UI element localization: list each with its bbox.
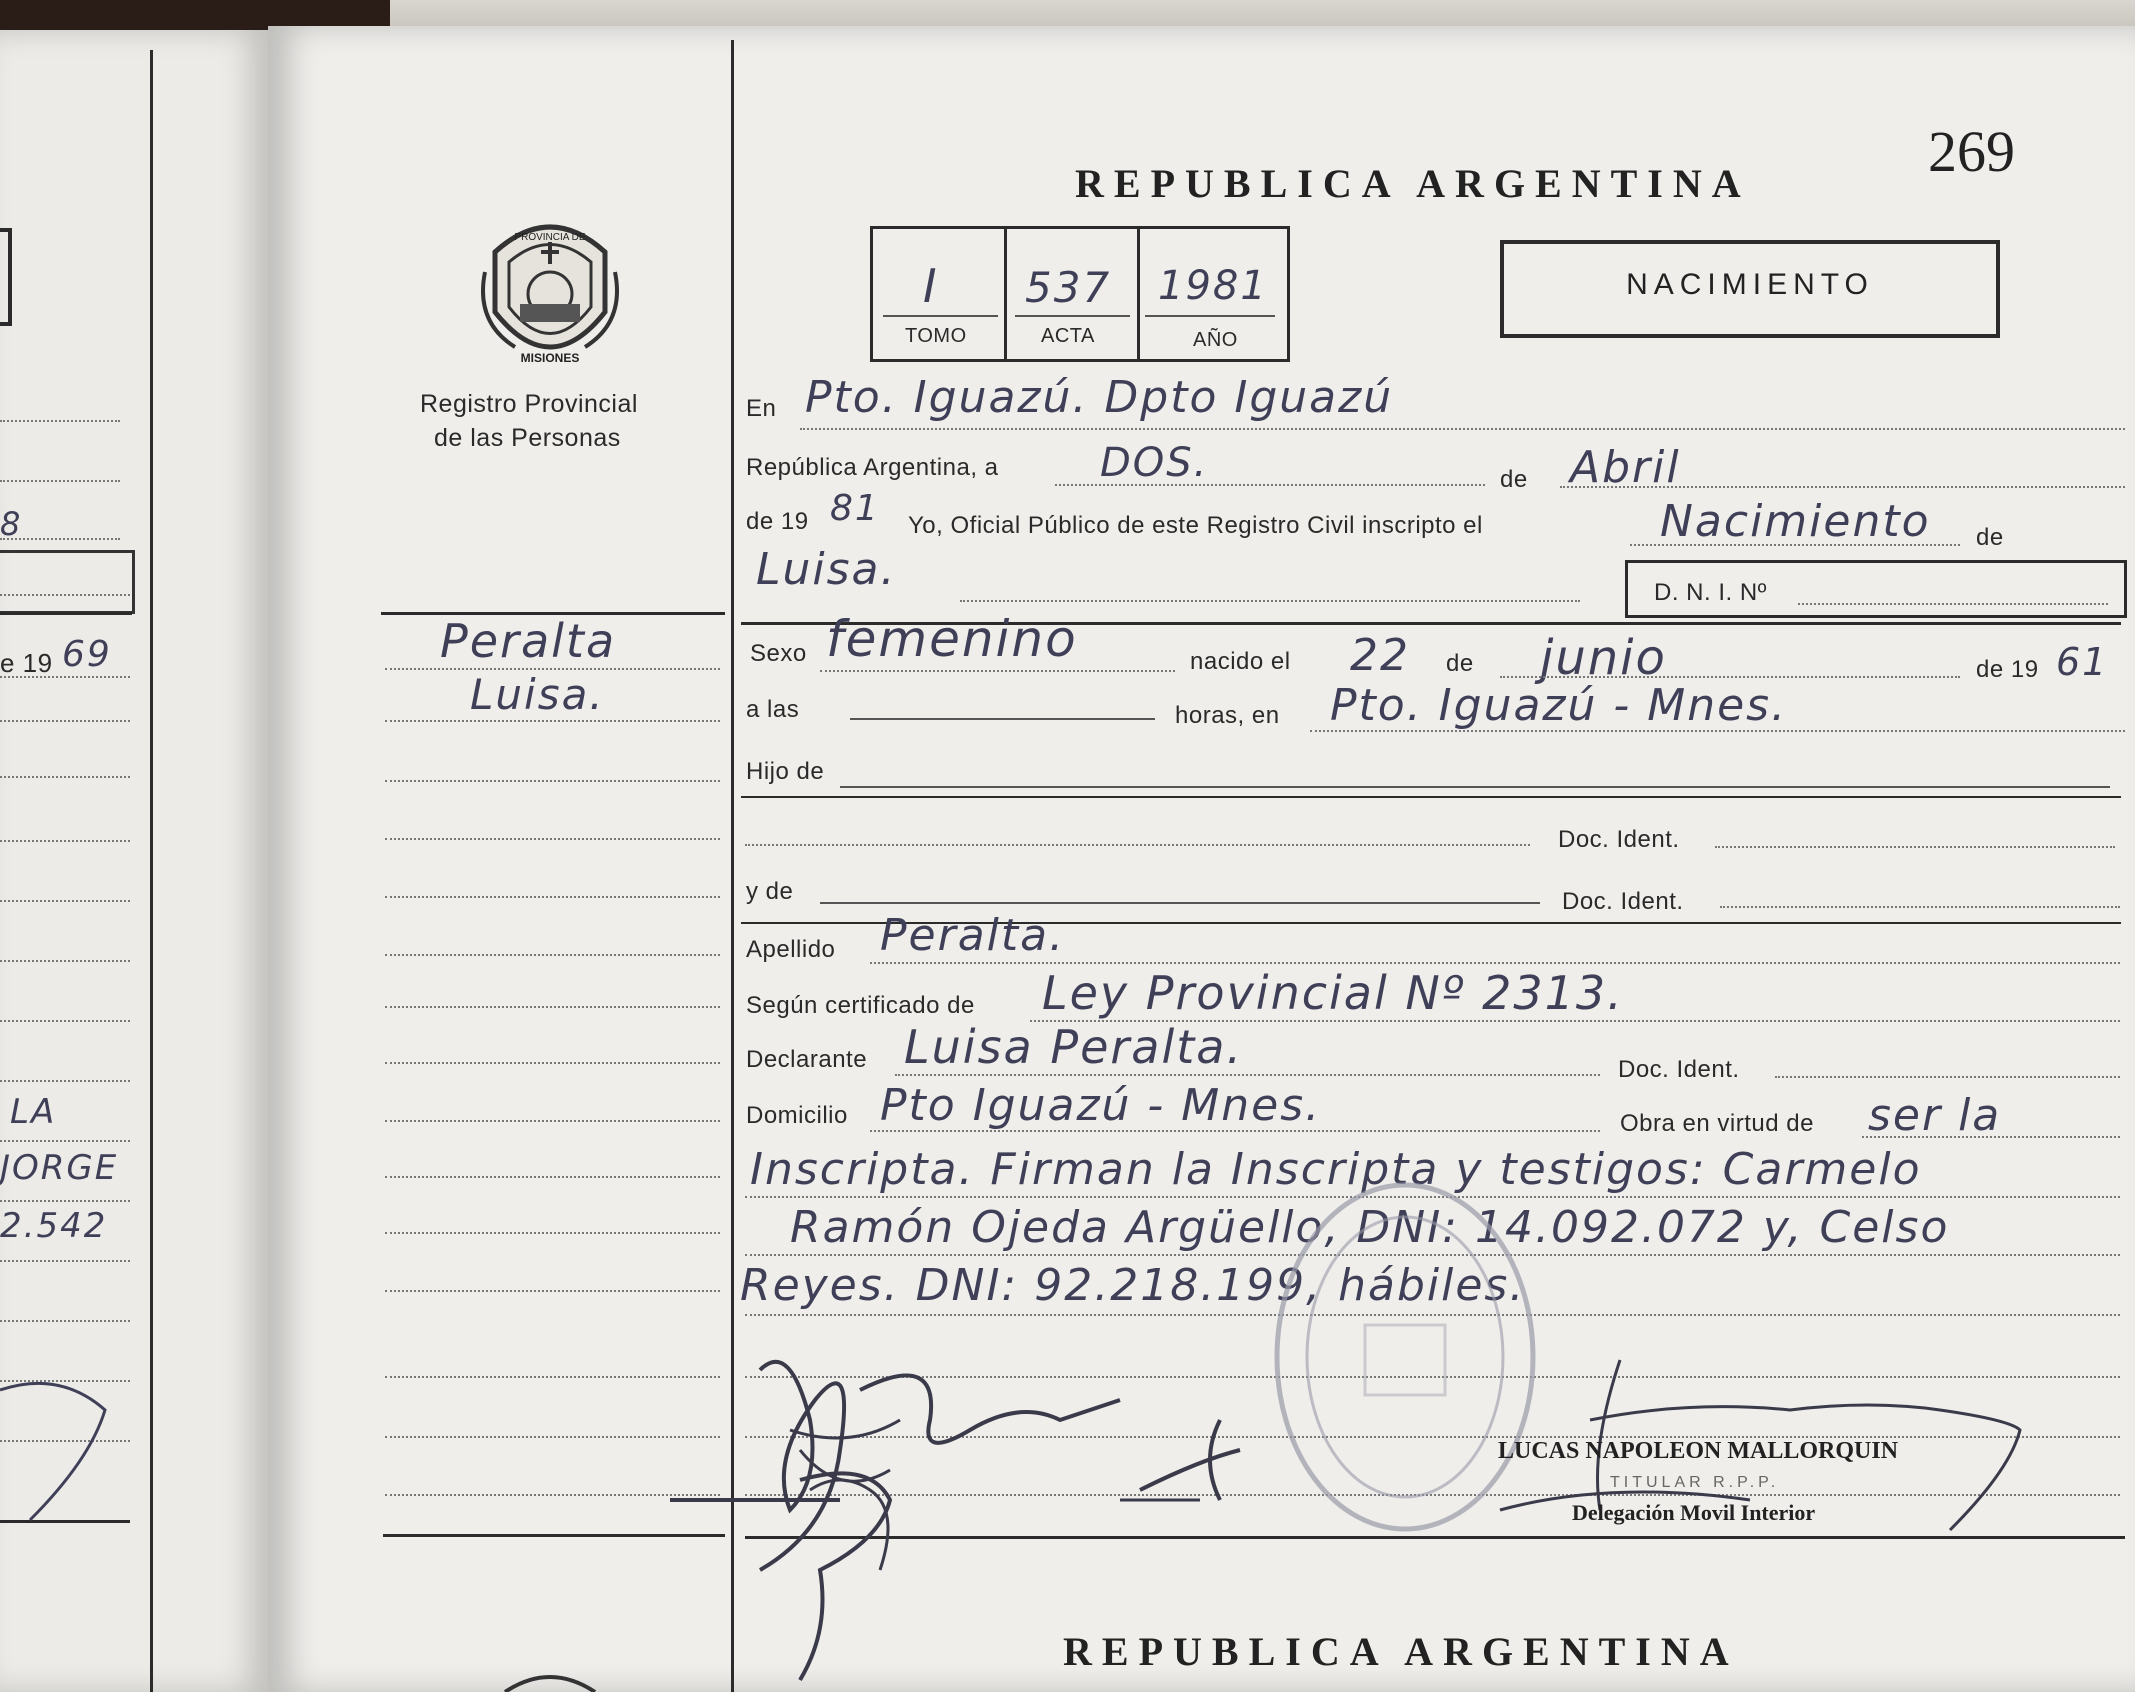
- dni-box: [1625, 560, 2127, 618]
- registry-name-line1: Registro Provincial: [420, 390, 638, 418]
- birth-place: Pto. Iguazú - Mnes.: [1330, 680, 1788, 731]
- segun-value: Ley Provincial Nº 2313.: [1042, 966, 1624, 1020]
- seal-bottom-text: MISIONES: [520, 351, 580, 365]
- left-dot-line: [0, 900, 130, 902]
- country-title: REPUBLICA ARGENTINA: [1075, 161, 1751, 206]
- domicilio-line: [870, 1130, 1600, 1132]
- hijo-label: Hijo de: [746, 758, 825, 785]
- margin-line: [385, 838, 720, 840]
- horas-label: horas, en: [1175, 702, 1280, 729]
- left-dot-line: [0, 960, 130, 962]
- segun-label: Según certificado de: [746, 992, 975, 1019]
- sexo-value: femenino: [826, 610, 1078, 668]
- left-page-box-fragment: [0, 228, 12, 326]
- y-de-label: y de: [746, 878, 794, 905]
- margin-line: [385, 1062, 720, 1064]
- dni-label: D. N. I. Nº: [1654, 579, 1767, 606]
- left-rule: [0, 612, 132, 615]
- doc-ident-label-1: Doc. Ident.: [1558, 826, 1680, 853]
- year-prefix-label: de 19: [746, 508, 809, 535]
- margin-line: [385, 1290, 720, 1292]
- left-dot-line: [0, 1260, 130, 1262]
- margin-line: [385, 1120, 720, 1122]
- inscripto-line: [1630, 544, 1960, 546]
- alas-label: a las: [746, 696, 800, 723]
- provincial-seal-icon: [475, 212, 625, 372]
- bottom-country-title: REPUBLICA ARGENTINA: [1063, 1629, 1739, 1674]
- margin-line: [385, 780, 720, 782]
- left-dot-line: [0, 420, 120, 422]
- left-dot-line: [0, 720, 130, 722]
- apellido-label: Apellido: [746, 936, 836, 963]
- margin-surname: Peralta: [440, 614, 617, 668]
- month-value: Abril: [1570, 442, 1681, 493]
- record-type-box: [1500, 240, 2000, 338]
- left-fragment-1: 8: [0, 505, 23, 543]
- declarante-value: Luisa Peralta.: [904, 1020, 1244, 1074]
- hijo-line: [840, 786, 2110, 788]
- left-dot-line: [0, 480, 120, 482]
- reference-box: [870, 226, 1290, 362]
- de-label-2: de: [1976, 524, 2004, 551]
- official-office: Delegación Movil Interior: [1572, 1500, 1816, 1525]
- observations-line-2: Ramón Ojeda Argüello, DNI: 14.092.072 y, Celso: [790, 1202, 1950, 1253]
- sexo-label: Sexo: [750, 640, 807, 667]
- yo-label: Yo, Oficial Público de este Registro Civil inscripto el: [908, 512, 1483, 539]
- left-fragment-4: LA: [10, 1092, 57, 1132]
- margin-line: [385, 1006, 720, 1008]
- left-fragment-3: 69: [62, 634, 112, 675]
- left-dot-line: [0, 594, 130, 596]
- month-line: [1560, 486, 2125, 488]
- acta-label: ACTA: [1041, 325, 1095, 347]
- observations-line-3: Reyes. DNI: 92.218.199, hábiles.: [740, 1260, 1526, 1311]
- inscripto-value: Nacimiento: [1660, 496, 1931, 547]
- margin-line: [385, 1232, 720, 1234]
- seal-top-text: PROVINCIA DE: [514, 232, 586, 243]
- parent2-line: [820, 902, 1540, 904]
- left-dot-line: [0, 840, 130, 842]
- year-value: 81: [830, 488, 880, 529]
- official-title: TITULAR R.P.P.: [1610, 1474, 1780, 1491]
- left-dot-line: [0, 1020, 130, 1022]
- margin-line: [385, 668, 720, 670]
- parent1-line: [745, 844, 1530, 846]
- de-label: de: [1500, 466, 1528, 493]
- left-signature-fragment: [0, 1370, 130, 1530]
- domicilio-value: Pto Iguazú - Mnes.: [880, 1080, 1322, 1131]
- tomo-label: TOMO: [905, 325, 967, 347]
- page-number: 269: [1928, 119, 2015, 184]
- obra-line: [1862, 1136, 2120, 1138]
- name-line: [960, 600, 1580, 602]
- birth-year-label: de 19: [1976, 656, 2039, 683]
- next-seal-icon: [500, 1672, 600, 1692]
- en-value: Pto. Iguazú. Dpto Iguazú: [805, 372, 1394, 423]
- doc-ident-line-1: [1715, 846, 2115, 848]
- left-dot-line: [0, 1080, 130, 1082]
- obra-value: ser la: [1868, 1090, 2002, 1141]
- republica-label: República Argentina, a: [746, 454, 999, 481]
- margin-line: [385, 1176, 720, 1178]
- birth-day: 22: [1350, 630, 1410, 681]
- left-dot-line: [0, 1320, 130, 1322]
- doc-ident-line-2: [1720, 906, 2120, 908]
- apellido-line: [870, 962, 2120, 964]
- margin-line: [385, 720, 720, 722]
- obra-label: Obra en virtud de: [1620, 1110, 1814, 1137]
- registry-name-line2: de las Personas: [434, 424, 621, 452]
- birth-month: junio: [1540, 630, 1667, 686]
- nacido-label: nacido el: [1190, 648, 1291, 675]
- observations-line-1: Inscripta. Firman la Inscripta y testigos: Carmelo: [750, 1144, 1922, 1195]
- ano-label: AÑO: [1193, 329, 1238, 351]
- hijo-rule: [741, 796, 2121, 798]
- doc-ident-label-3: Doc. Ident.: [1618, 1056, 1740, 1083]
- margin-given-name: Luisa.: [470, 670, 605, 719]
- ano-value: 1981: [1158, 263, 1268, 309]
- apellido-value: Peralta.: [880, 910, 1066, 961]
- acta-value: 537: [1025, 263, 1112, 312]
- day-line: [1055, 484, 1485, 486]
- domicilio-label: Domicilio: [746, 1102, 848, 1129]
- declarante-label: Declarante: [746, 1046, 868, 1073]
- official-name: LUCAS NAPOLEON MALLORQUIN: [1498, 1438, 1899, 1464]
- birth-month-line: [1500, 676, 1960, 678]
- left-fragment-2: e 19: [0, 648, 53, 678]
- name-value: Luisa.: [756, 544, 897, 595]
- left-page-dni-box: [0, 550, 135, 614]
- left-fragment-5: JORGE: [0, 1148, 119, 1188]
- alas-line: [850, 718, 1155, 720]
- left-dot-line: [0, 1140, 130, 1142]
- margin-line: [385, 954, 720, 956]
- record-type: NACIMIENTO: [1626, 268, 1874, 301]
- tomo-value: I: [923, 259, 939, 313]
- birth-year: 61: [2056, 640, 2109, 684]
- sexo-line: [820, 670, 1175, 672]
- doc-ident-line-3: [1775, 1076, 2120, 1078]
- en-label: En: [746, 395, 777, 422]
- en-line: [800, 428, 2125, 430]
- left-fragment-6: 2.542: [0, 1206, 108, 1246]
- doc-ident-label-2: Doc. Ident.: [1562, 888, 1684, 915]
- margin-line: [385, 896, 720, 898]
- left-dot-line: [0, 1200, 130, 1202]
- left-page-column-line: [150, 50, 153, 1692]
- birth-place-line: [1310, 730, 2125, 732]
- declarante-line: [895, 1074, 1600, 1076]
- left-dot-line: [0, 776, 130, 778]
- day-value: DOS.: [1100, 440, 1209, 486]
- de-label-3: de: [1446, 650, 1474, 677]
